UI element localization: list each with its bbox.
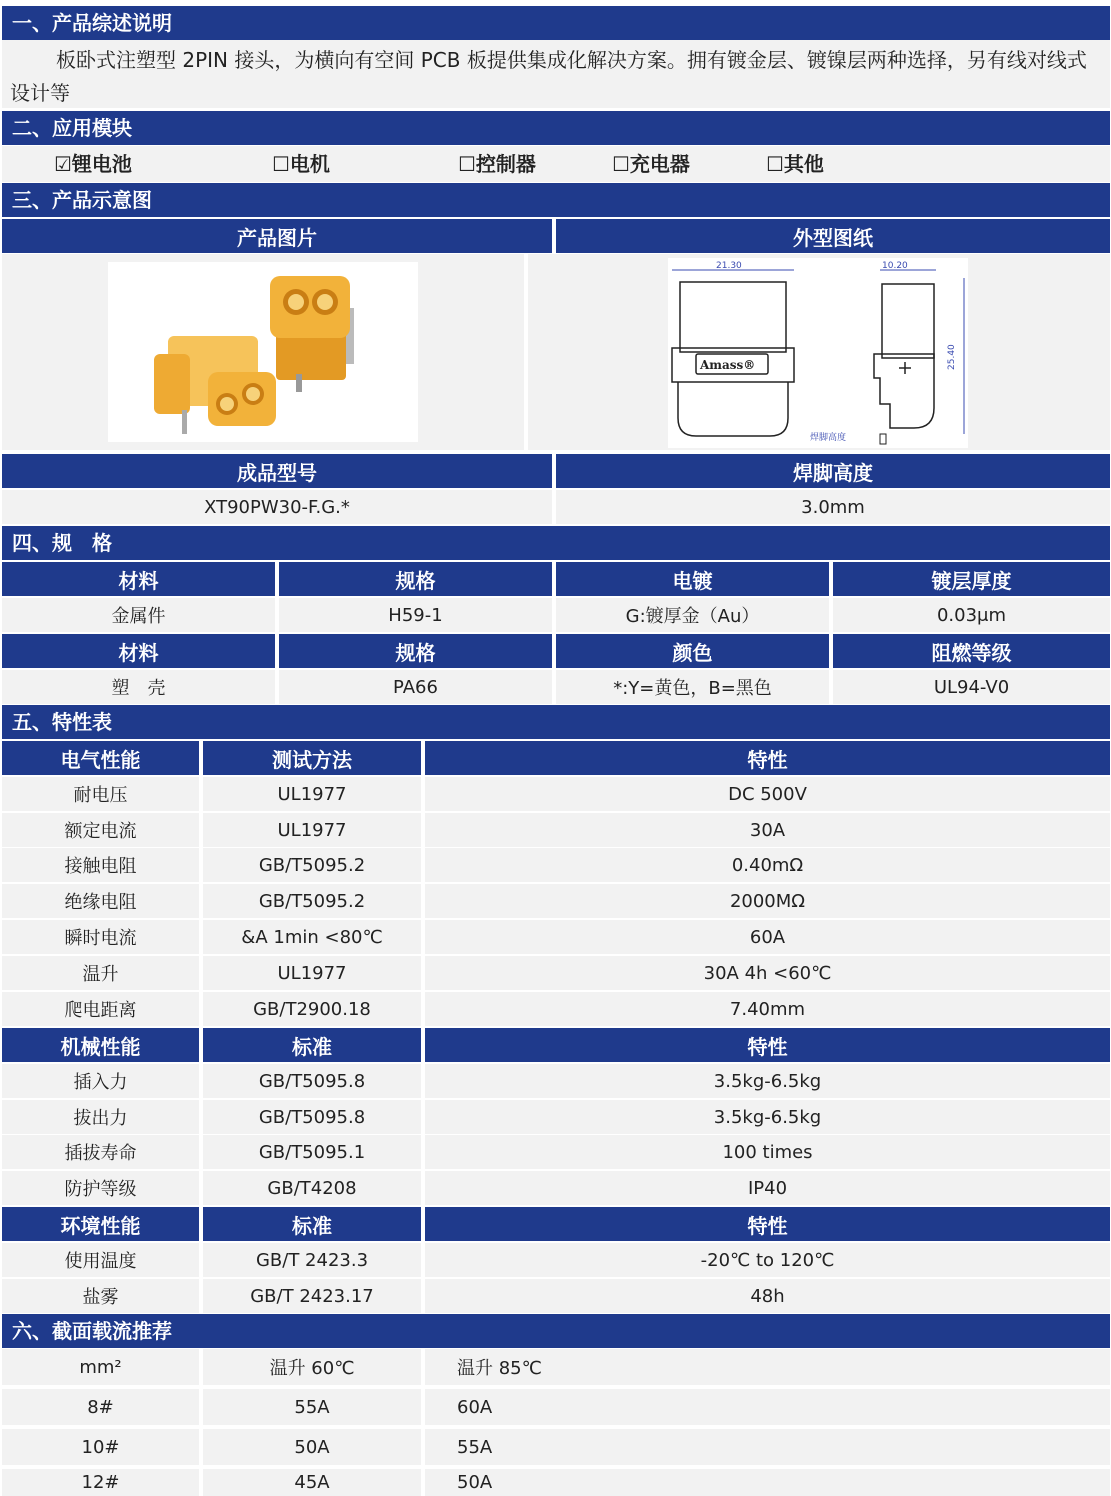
section-title-spec: 四、规 格: [2, 526, 1110, 560]
module-checkbox-controller[interactable]: ☐控制器: [458, 152, 536, 176]
table-header-cell: 标准: [203, 1028, 425, 1062]
spec-cell: G:镀厚金（Au）: [556, 598, 833, 632]
table-cell: 额定电流: [2, 813, 203, 847]
environmental-header-row: [2, 1207, 1110, 1241]
model-header: 成品型号: [2, 454, 556, 488]
module-checkbox-charger[interactable]: ☐充电器: [612, 152, 690, 176]
spec-header-row-2: [2, 634, 1110, 668]
model-value: XT90PW30-F.G.*: [2, 490, 556, 524]
table-header-cell: 特性: [425, 741, 1110, 775]
table-cell: GB/T 2423.17: [203, 1279, 425, 1313]
module-checkbox-motor[interactable]: ☐电机: [272, 152, 330, 176]
table-header-cell: 特性: [425, 1028, 1110, 1062]
dim-width: 21.30: [716, 261, 742, 271]
table-header-cell: mm²: [2, 1349, 203, 1385]
foot-value: 3.0mm: [556, 490, 1110, 524]
mechanical-header-row: [2, 1028, 1110, 1062]
table-cell: 使用温度: [2, 1243, 203, 1277]
table-cell: 耐电压: [2, 777, 203, 811]
spec-cell: 金属件: [2, 598, 279, 632]
table-header-cell: 机械性能: [2, 1028, 203, 1062]
spec-header-cell: 电镀: [556, 562, 833, 596]
table-cell: 48h: [425, 1279, 1110, 1313]
table-cell: UL1977: [203, 956, 425, 990]
table-cell: 7.40mm: [425, 992, 1110, 1026]
table-cell: GB/T5095.1: [203, 1135, 425, 1169]
spec-cell: H59-1: [279, 598, 556, 632]
table-cell: 插入力: [2, 1064, 203, 1098]
table-cell: 8#: [2, 1389, 203, 1425]
table-header-cell: 标准: [203, 1207, 425, 1241]
table-cell: 温升: [2, 956, 203, 990]
table-row: [2, 884, 1110, 918]
application-modules: [2, 146, 1110, 182]
dim-side: 10.20: [882, 261, 908, 271]
table-row: [2, 992, 1110, 1026]
table-cell: 3.5kg-6.5kg: [425, 1064, 1110, 1098]
section-title-overview: 一、产品综述说明: [2, 6, 1110, 40]
spec-row-metal: [2, 598, 1110, 632]
spec-header-cell: 阻燃等级: [833, 634, 1110, 668]
table-header-cell: 温升 60℃: [203, 1349, 425, 1385]
table-cell: 12#: [2, 1469, 203, 1496]
table-row: [2, 956, 1110, 990]
table-cell: 0.40mΩ: [425, 848, 1110, 882]
foot-height-label: 焊脚高度: [810, 433, 847, 443]
table-cell: GB/T5095.8: [203, 1100, 425, 1134]
table-row: [2, 920, 1110, 954]
table-cell: -20℃ to 120℃: [425, 1243, 1110, 1277]
table-cell: 插拔寿命: [2, 1135, 203, 1169]
current-header-row: [2, 1349, 1110, 1385]
module-checkbox-other[interactable]: ☐其他: [766, 152, 824, 176]
table-cell: 拔出力: [2, 1100, 203, 1134]
table-cell: 50A: [425, 1469, 1110, 1496]
table-row: [2, 1135, 1110, 1169]
table-cell: GB/T5095.2: [203, 848, 425, 882]
spec-row-plastic: [2, 670, 1110, 704]
table-header-cell: 电气性能: [2, 741, 203, 775]
table-cell: GB/T5095.8: [203, 1064, 425, 1098]
table-cell: 30A: [425, 813, 1110, 847]
table-row: [2, 813, 1110, 847]
section-title-diagram: 三、产品示意图: [2, 183, 1110, 217]
table-cell: 爬电距离: [2, 992, 203, 1026]
table-row: [2, 1243, 1110, 1277]
table-cell: 接触电阻: [2, 848, 203, 882]
table-cell: 2000MΩ: [425, 884, 1110, 918]
drawing-cell: [528, 254, 1110, 450]
photo-header: 产品图片: [2, 219, 556, 253]
table-row: [2, 1279, 1110, 1313]
table-cell: 60A: [425, 1389, 1110, 1425]
table-header-cell: 特性: [425, 1207, 1110, 1241]
brand-logo: Amass®: [700, 358, 756, 372]
diagram-header-row: [2, 219, 1110, 253]
table-cell: GB/T2900.18: [203, 992, 425, 1026]
model-value-row: [2, 490, 1110, 524]
dim-height: 25.40: [947, 344, 957, 370]
table-header-cell: 环境性能: [2, 1207, 203, 1241]
table-row: [2, 1469, 1110, 1496]
table-header-cell: 温升 85℃: [425, 1349, 1110, 1385]
table-cell: 瞬时电流: [2, 920, 203, 954]
table-cell: UL1977: [203, 777, 425, 811]
diagram-images: [2, 254, 1110, 450]
model-header-row: [2, 454, 1110, 488]
table-header-cell: 测试方法: [203, 741, 425, 775]
table-cell: 30A 4h <60℃: [425, 956, 1110, 990]
table-cell: 10#: [2, 1429, 203, 1465]
spec-cell: 塑 壳: [2, 670, 279, 704]
table-cell: GB/T 2423.3: [203, 1243, 425, 1277]
spec-header-cell: 材料: [2, 634, 279, 668]
table-row: [2, 1429, 1110, 1465]
section-title-characteristics: 五、特性表: [2, 705, 1110, 739]
foot-header: 焊脚高度: [556, 454, 1110, 488]
spec-cell: 0.03μm: [833, 598, 1110, 632]
spec-header-cell: 规格: [279, 562, 556, 596]
spec-header-cell: 规格: [279, 634, 556, 668]
table-cell: 盐雾: [2, 1279, 203, 1313]
spec-header-row-1: [2, 562, 1110, 596]
drawing-header: 外型图纸: [556, 219, 1110, 253]
spec-cell: *:Y=黄色，B=黑色: [556, 670, 833, 704]
table-cell: 60A: [425, 920, 1110, 954]
table-cell: 绝缘电阻: [2, 884, 203, 918]
table-row: [2, 777, 1110, 811]
table-row: [2, 1100, 1110, 1134]
photo-cell: [2, 254, 524, 450]
table-cell: 45A: [203, 1469, 425, 1496]
table-cell: GB/T5095.2: [203, 884, 425, 918]
table-cell: GB/T4208: [203, 1171, 425, 1205]
table-cell: 55A: [203, 1389, 425, 1425]
table-cell: 防护等级: [2, 1171, 203, 1205]
table-cell: 3.5kg-6.5kg: [425, 1100, 1110, 1134]
section-title-current: 六、截面载流推荐: [2, 1314, 1110, 1348]
spec-cell: UL94-V0: [833, 670, 1110, 704]
table-cell: UL1977: [203, 813, 425, 847]
table-cell: IP40: [425, 1171, 1110, 1205]
section-title-modules: 二、应用模块: [2, 111, 1110, 145]
table-cell: 50A: [203, 1429, 425, 1465]
table-cell: DC 500V: [425, 777, 1110, 811]
spec-header-cell: 材料: [2, 562, 279, 596]
product-description: [2, 40, 1110, 108]
table-cell: 55A: [425, 1429, 1110, 1465]
spec-header-cell: 颜色: [556, 634, 833, 668]
spec-cell: PA66: [279, 670, 556, 704]
outline-drawing: [668, 258, 968, 448]
spec-header-cell: 镀层厚度: [833, 562, 1110, 596]
module-checkbox-lithium[interactable]: ☑锂电池: [54, 152, 132, 176]
table-row: [2, 848, 1110, 882]
table-row: [2, 1064, 1110, 1098]
electrical-header-row: [2, 741, 1110, 775]
connector-photo: [108, 262, 418, 442]
table-cell: 100 times: [425, 1135, 1110, 1169]
description-text: 板卧式注塑型 2PIN 接头，为横向有空间 PCB 板提供集成化解决方案。拥有镀金层、镀镍层两种选择，另有线对线式设计等: [10, 48, 1087, 105]
table-row: [2, 1171, 1110, 1205]
table-row: [2, 1389, 1110, 1425]
table-cell: &A 1min <80℃: [203, 920, 425, 954]
